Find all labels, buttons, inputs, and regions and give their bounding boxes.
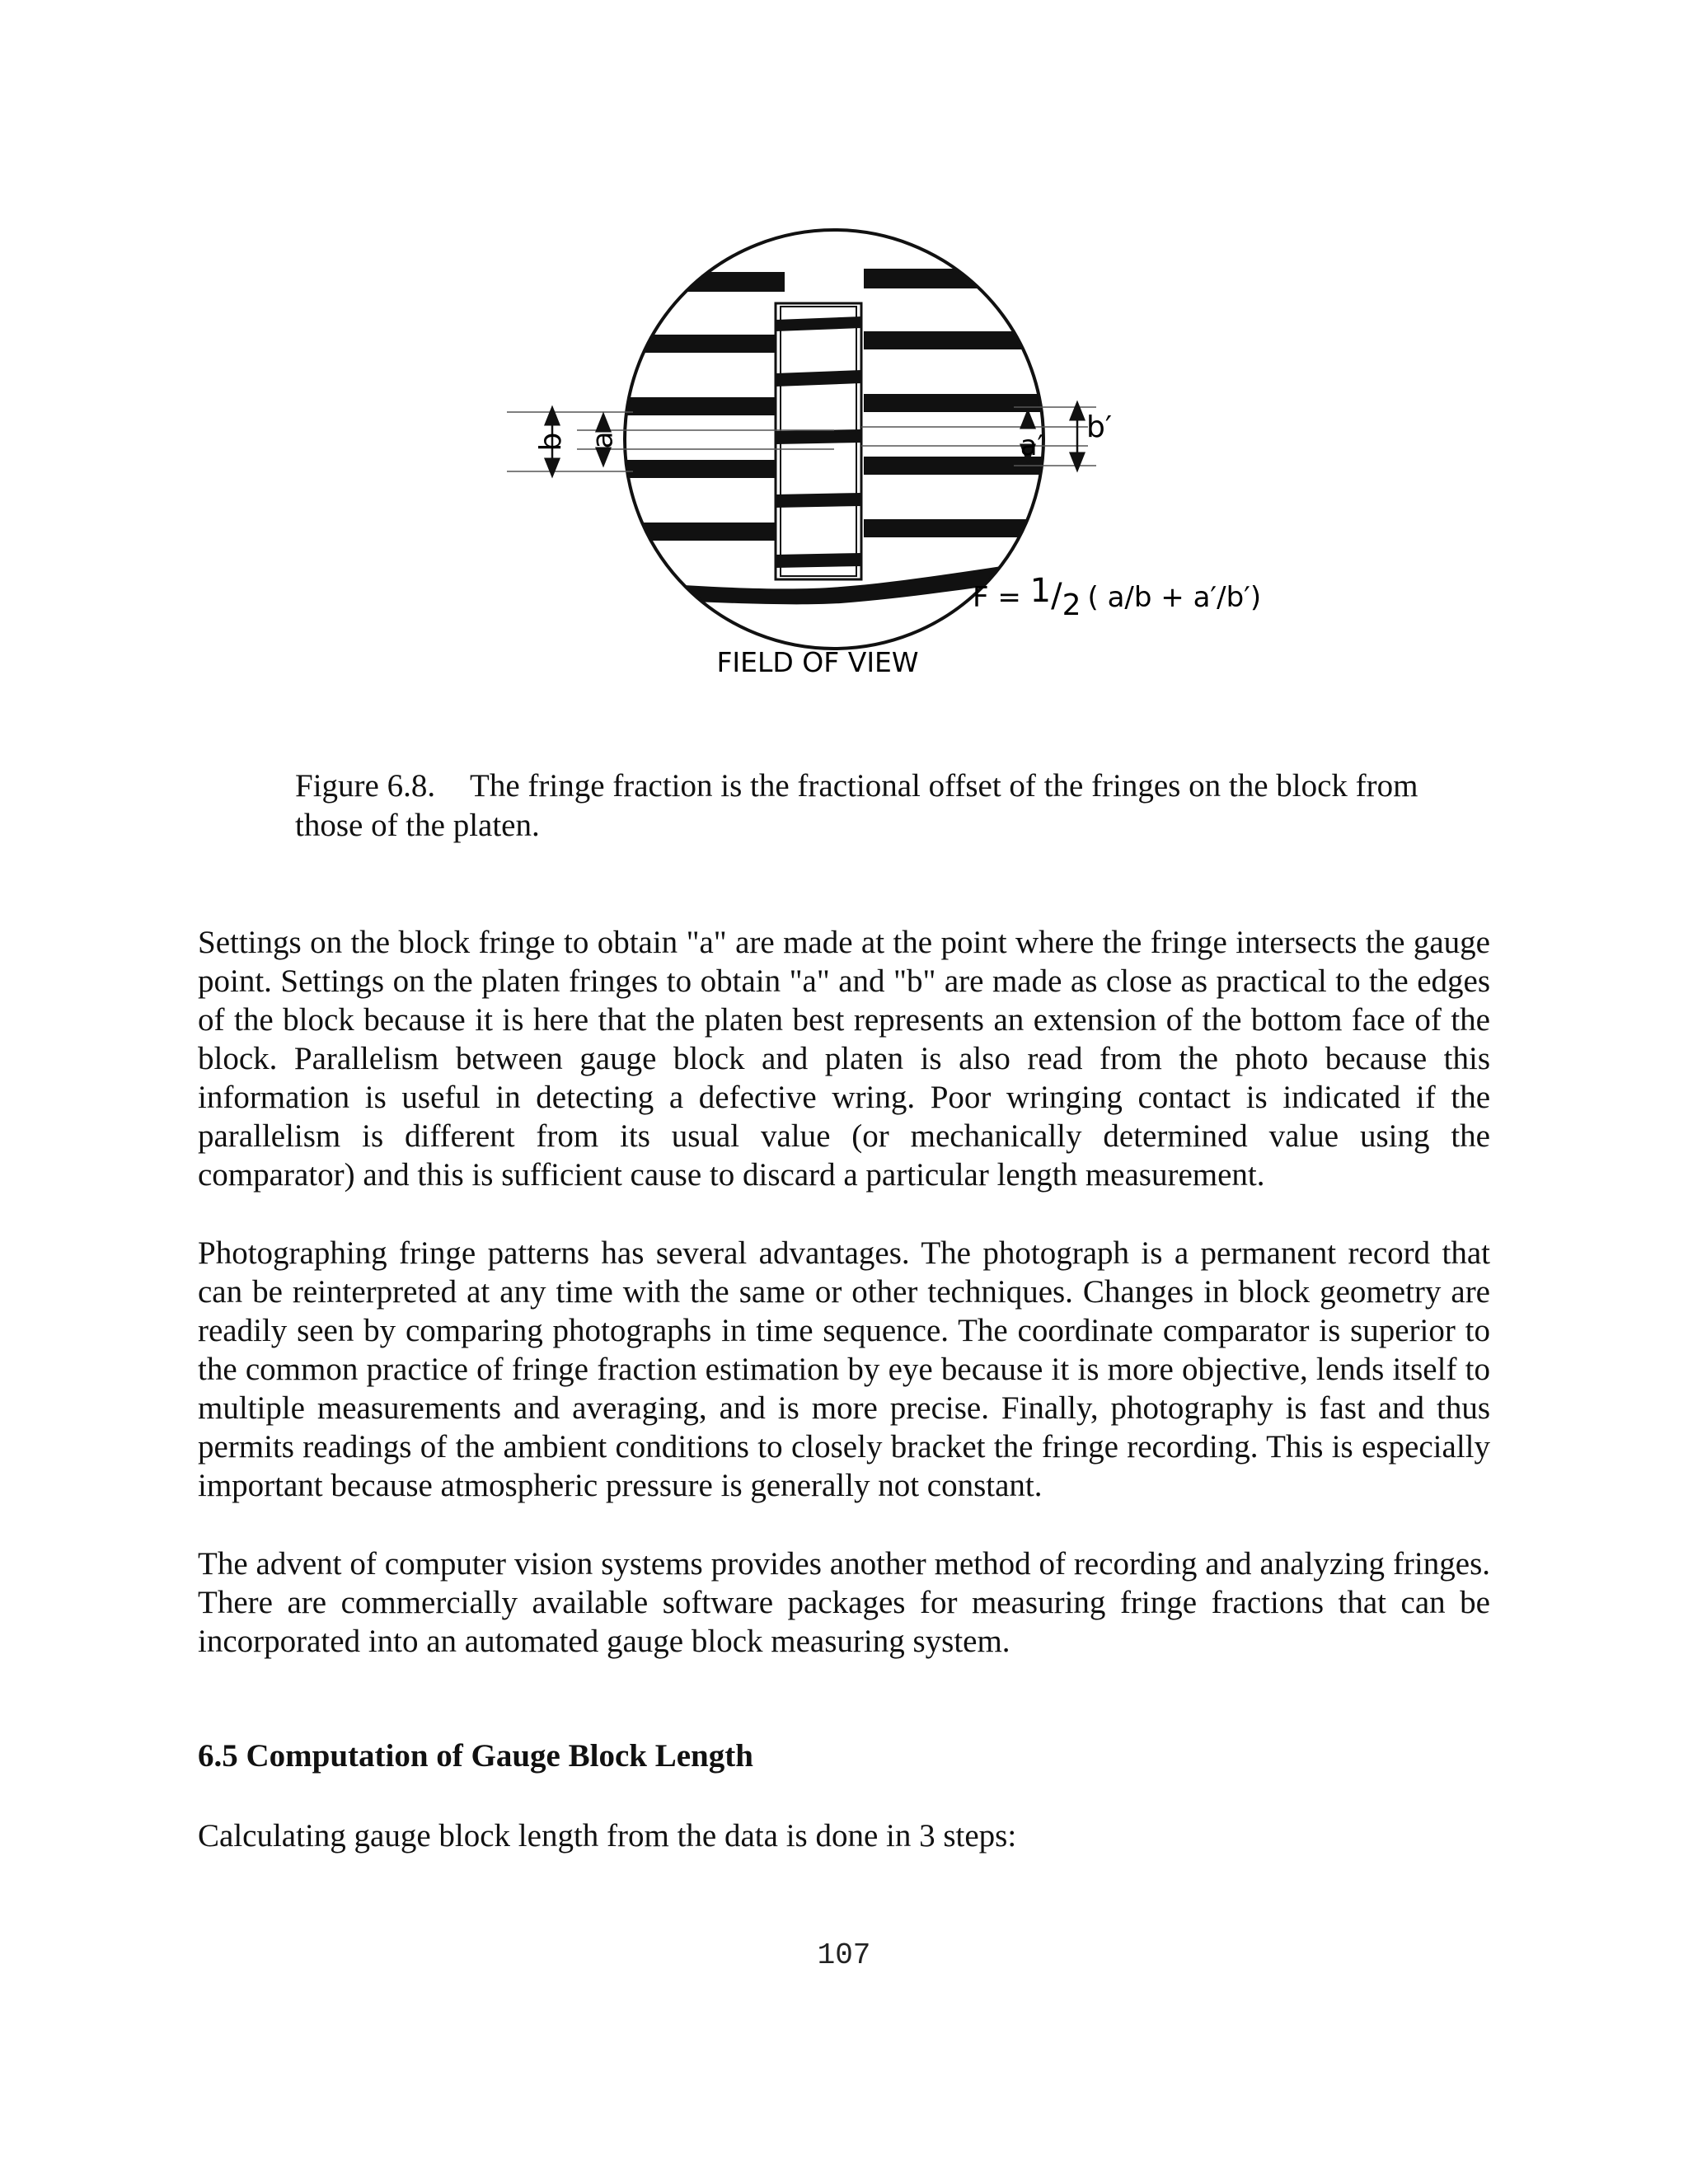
figure-caption-text: The fringe fraction is the fractional offset of the fringes on the block from those of the platen. xyxy=(295,768,1418,843)
platen-fringe xyxy=(610,460,785,478)
section-heading: 6.5 Computation of Gauge Block Length xyxy=(198,1738,753,1774)
figure-number: Figure 6.8. xyxy=(295,768,436,804)
label-b: b xyxy=(534,432,568,452)
platen-fringe xyxy=(864,331,1053,349)
platen-fringe xyxy=(864,394,1053,412)
platen-fringe xyxy=(610,523,785,541)
fringe-fraction-formula: F = 1/2 ( a/b + a′/b′) xyxy=(973,572,1262,622)
block-fringe xyxy=(776,429,861,444)
paragraph-computer-vision: The advent of computer vision systems provides another method of recording and analyzing fringes. There are commercially available software packages for measuring fringe fractions that can be incorporated into an automated gauge block measuring system. xyxy=(198,1546,1490,1659)
label-a-prime: a′ xyxy=(1020,429,1044,462)
platen-fringe xyxy=(610,335,785,353)
page-number: 107 xyxy=(817,1938,871,1972)
platen-fringe xyxy=(610,397,785,415)
paragraph-photographing: Photographing fringe patterns has several advantages. The photograph is a permanent record that can be reinterpreted at any time with the same or other techniques. Changes in block geometry are readily seen by comparing photographs in time sequence. The coordinate comparator is superior to the common practice of fringe fraction estimation by eye because it is more objective, lends itself to multiple measurements and averaging, and is more precise. Finally, photography is fast and thus permits readings of the ambient conditions to closely bracket the fringe recording. This is especially important because atmospheric pressure is generally not constant. xyxy=(198,1235,1490,1503)
field-of-view-label: FIELD OF VIEW xyxy=(716,646,919,678)
label-b-prime: b′ xyxy=(1086,410,1113,444)
paragraph-settings: Settings on the block fringe to obtain "a" are made at the point where the fringe intersects the gauge point. Settings on the platen fringes to obtain "a" and "b" are made as close as practical to the edges of the block because it is here that the platen best represents an extension of the bottom face of the block. Parallelism between gauge block and platen is also read from the photo because this information is useful in detecting a defective wring. Poor wringing contact is indicated if the parallelism is different from its usual value (or mechanically determined value using the comparator) and this is sufficient cause to discard a particular length measurement. xyxy=(198,925,1490,1193)
label-a: a xyxy=(586,431,620,449)
section-intro: Calculating gauge block length from the data is done in 3 steps: xyxy=(198,1818,1017,1854)
gauge-block xyxy=(776,303,861,579)
block-fringe xyxy=(776,553,861,568)
block-fringe xyxy=(776,493,861,508)
fringe-fraction-figure xyxy=(0,214,1688,725)
figure-caption xyxy=(295,766,1449,846)
